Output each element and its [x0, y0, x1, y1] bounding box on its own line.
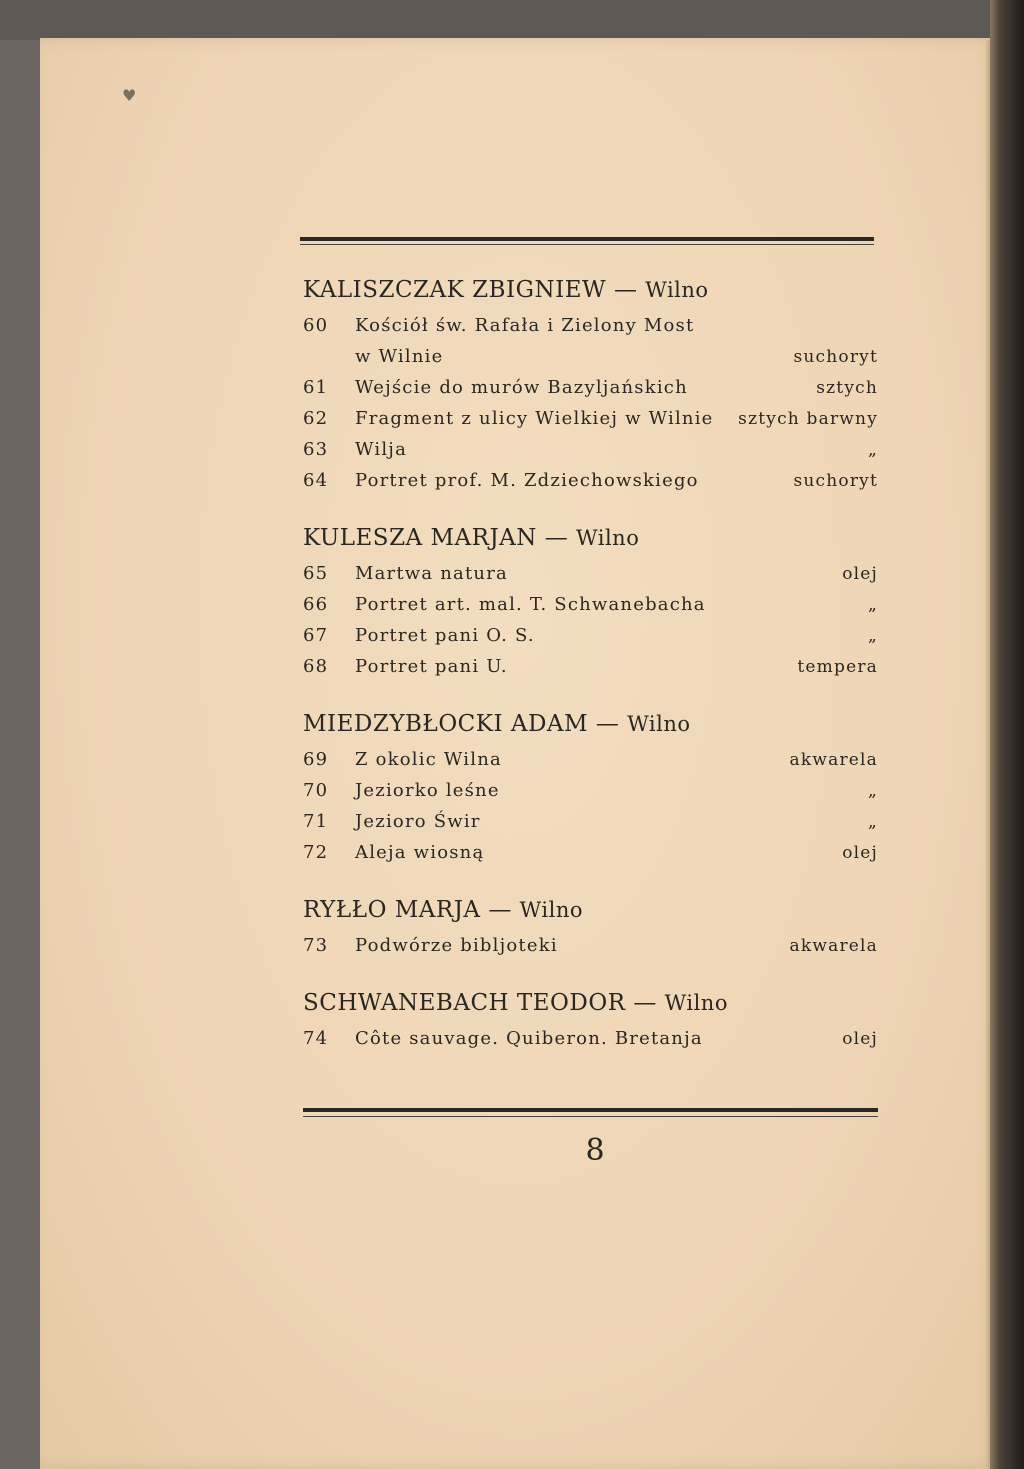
item-number: 73 — [303, 935, 329, 956]
list-item — [303, 465, 878, 496]
section-gap — [303, 961, 878, 983]
artist-section — [303, 983, 878, 1054]
item-title: Portret pani U. — [355, 656, 508, 677]
item-technique: „ — [867, 626, 878, 646]
list-item — [303, 403, 878, 434]
item-technique: sztych barwny — [738, 409, 878, 429]
artist-section — [303, 270, 878, 496]
bottom-rule — [303, 1108, 878, 1112]
item-title: Côte sauvage. Quiberon. Bretanja — [355, 1028, 703, 1049]
item-title: Wejście do murów Bazyljańskich — [355, 377, 688, 398]
dash: — — [633, 990, 665, 1016]
item-number: 60 — [303, 315, 329, 336]
list-item — [303, 589, 878, 620]
artist-name: KALISZCZAK ZBIGNIEW — [303, 277, 607, 303]
list-item — [303, 930, 878, 961]
artist-city: Wilno — [627, 712, 691, 736]
artist-city: Wilno — [645, 278, 709, 302]
artist-name: SCHWANEBACH TEODOR — [303, 990, 626, 1016]
item-technique: olej — [842, 843, 878, 863]
item-title: Portret pani O. S. — [355, 625, 535, 646]
top-rule — [300, 237, 874, 241]
dash: — — [544, 525, 577, 551]
list-item — [303, 620, 878, 651]
artist-name: RYŁŁO MARJA — [303, 897, 481, 923]
item-technique: suchoryt — [793, 471, 878, 491]
item-title: Jeziorko leśne — [355, 780, 500, 801]
item-technique: suchoryt — [793, 347, 878, 367]
item-title: Aleja wiosną — [355, 842, 485, 863]
artist-city: Wilno — [664, 991, 728, 1015]
dash: — — [488, 897, 520, 923]
item-title: Kościół św. Rafała i Zielony Most — [355, 315, 695, 336]
top-rule-thin — [300, 244, 874, 245]
artist-section — [303, 518, 878, 682]
item-title: Martwa natura — [355, 563, 508, 584]
item-title: Portret prof. M. Zdziechowskiego — [355, 470, 699, 491]
artist-section — [303, 890, 878, 961]
item-title: w Wilnie — [355, 346, 444, 367]
item-number: 74 — [303, 1028, 329, 1049]
item-title: Podwórze bibljoteki — [355, 935, 558, 956]
item-number: 71 — [303, 811, 329, 832]
list-item — [303, 372, 878, 403]
section-gap — [303, 496, 878, 518]
artist-city: Wilno — [519, 898, 583, 922]
ink-mark-icon: ♥ — [122, 86, 137, 105]
item-title: Fragment z ulicy Wielkiej w Wilnie — [355, 408, 714, 429]
item-technique: „ — [867, 595, 878, 615]
item-technique: „ — [867, 781, 878, 801]
artist-heading — [303, 890, 878, 930]
bottom-rule-thin — [303, 1116, 878, 1117]
item-technique: tempera — [797, 657, 878, 677]
list-item — [303, 744, 878, 775]
list-item — [303, 558, 878, 589]
page-number: 8 — [585, 1133, 605, 1168]
item-number: 65 — [303, 563, 329, 584]
catalog-list — [303, 270, 878, 1054]
scan-background — [0, 0, 1024, 40]
item-number: 63 — [303, 439, 329, 460]
item-number: 66 — [303, 594, 329, 615]
item-technique: akwarela — [789, 936, 878, 956]
dash: — — [595, 711, 628, 737]
list-item — [303, 1023, 878, 1054]
item-title: Portret art. mal. T. Schwanebacha — [355, 594, 706, 615]
dash: — — [613, 277, 646, 303]
section-gap — [303, 682, 878, 704]
list-item — [303, 341, 878, 372]
item-number: 70 — [303, 780, 329, 801]
item-number: 64 — [303, 470, 329, 491]
artist-heading — [303, 704, 878, 744]
item-technique: sztych — [816, 378, 878, 398]
item-number: 61 — [303, 377, 329, 398]
list-item — [303, 775, 878, 806]
book-spine — [990, 0, 1024, 1469]
item-number: 69 — [303, 749, 329, 770]
artist-heading — [303, 518, 878, 558]
section-gap — [303, 868, 878, 890]
artist-city: Wilno — [576, 526, 640, 550]
list-item — [303, 310, 878, 341]
item-number: 68 — [303, 656, 329, 677]
item-number: 72 — [303, 842, 329, 863]
item-title: Wilja — [355, 439, 408, 460]
artist-heading — [303, 270, 878, 310]
item-title: Jezioro Świr — [355, 811, 481, 832]
artist-name: MIEDZYBŁOCKI ADAM — [303, 711, 589, 737]
artist-section — [303, 704, 878, 868]
item-technique: olej — [842, 1029, 878, 1049]
item-technique: „ — [867, 440, 878, 460]
item-number: 67 — [303, 625, 329, 646]
artist-heading — [303, 983, 878, 1023]
list-item — [303, 651, 878, 682]
item-technique: „ — [867, 812, 878, 832]
list-item — [303, 434, 878, 465]
artist-name: KULESZA MARJAN — [303, 525, 537, 551]
item-title: Z okolic Wilna — [355, 749, 502, 770]
item-technique: akwarela — [789, 750, 878, 770]
item-technique: olej — [842, 564, 878, 584]
item-number: 62 — [303, 408, 329, 429]
list-item — [303, 837, 878, 868]
list-item — [303, 806, 878, 837]
